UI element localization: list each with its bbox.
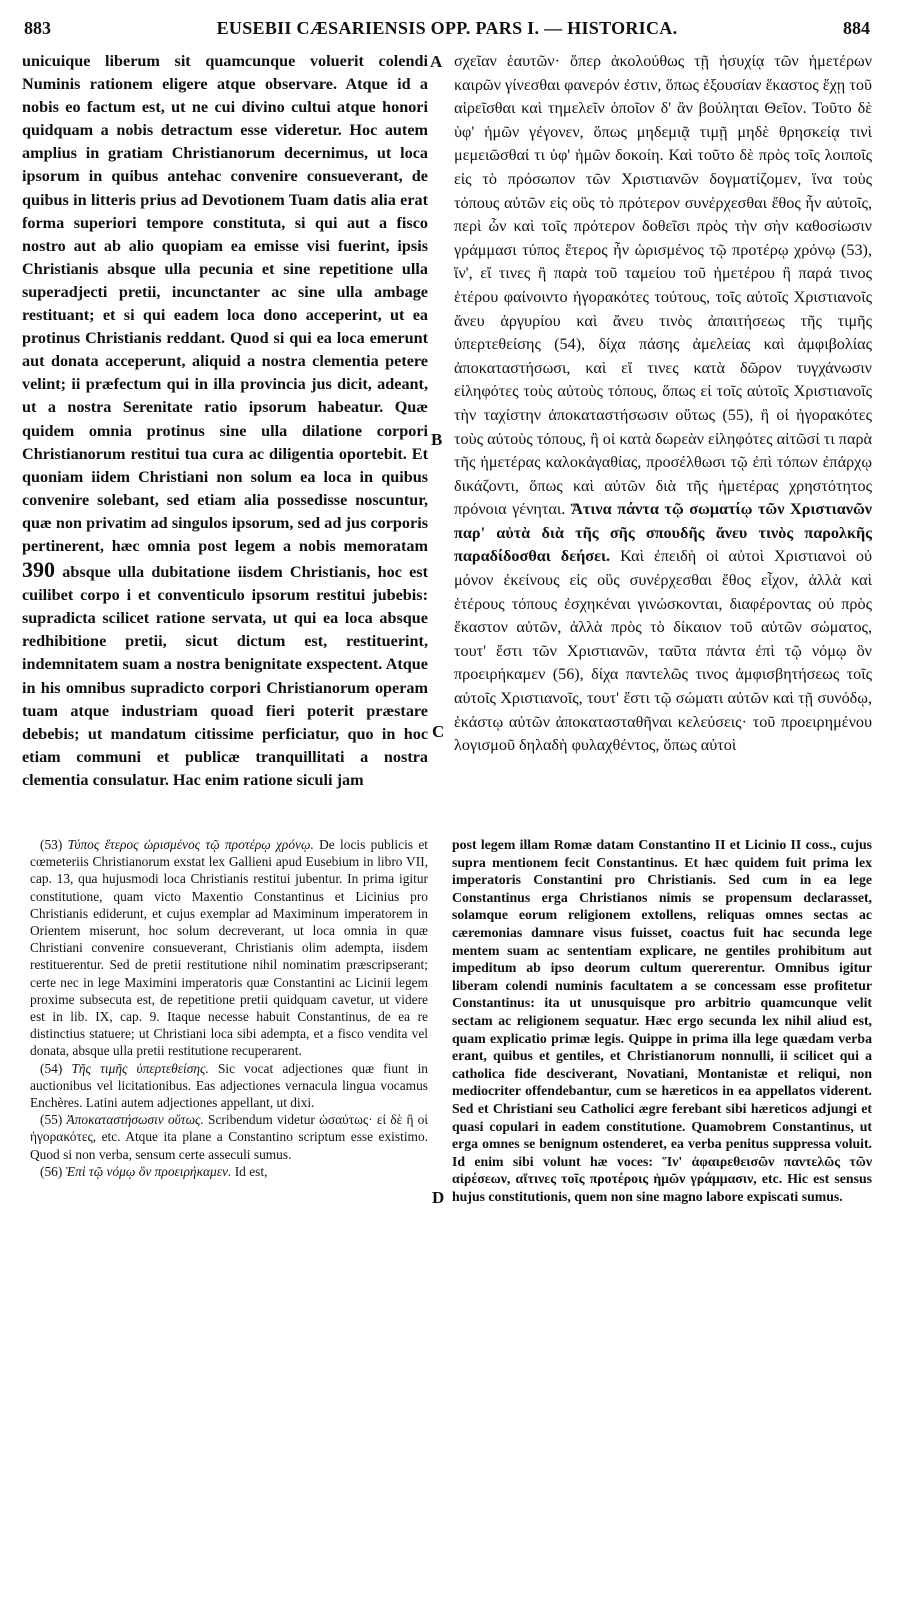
page-number-left: 883 [24,18,51,38]
footnote-number: (54) [40,1060,63,1076]
footnote-54 [30,1060,428,1112]
section-marker-b: B [431,430,443,449]
section-marker-a: A [430,52,443,71]
footnote-text: Sic vocat adjectiones quæ fiunt in auctionibus vel licitationibus. Eas adjectiones vernacula lingua vocamus Enchères. Latini autem adjectiones appellant, ut dixi. [30,1060,428,1111]
footnotes-left-column [30,836,428,1596]
footnote-number: (55) [40,1112,63,1128]
footnote-53 [30,836,428,1060]
footnote-number: (56) [40,1163,63,1179]
footnotes-right-column [452,836,872,1596]
footnote-56-continuation: post legem illam Romæ datam Constantino II et Licinio II coss., cujus supra mentionem fecit Constantinus. Et hæc quidem fuit prima lex imperatoris Constantini pro Christianis. Sed cum in ea lege Constantinus erga Christianos nimis se propensum declarasset, solamque eorum religionem extollens, reliquas omnes sectas ac cæremonias damnare visus fuisset, coactus fuit hac secunda lege mentem suam ac sententiam explicare, ne gentiles prohibitum aut impeditum ab ipso deorum cultum quererentur. Omnibus igitur liberam colendi numinis facultatem a se concessam esse profitetur Constantinus: ita ut unusquisque pro arbitrio quamcunque velit sectam ac religionem sequatur. Hæc ergo secunda lex nihil aliud est, quam explicatio primæ legis. Quippe in prima illa lege quædam verba erant, quibus et gentiles, et Christianorum nonnulli, ii scilicet qui a catholica fide desciverant, Novatiani, Montanistæ et reliqui, non mediocriter offendebantur, cum se hæreticos in ea appellatos viderent. Sed et Christiani seu Catholici ægre ferebant sibi hæreticos adjungi et quasi copulari in eadem constitutione. Quamobrem Constantinus, ut erga omnes se benignum ostenderet, ea verba penitus suppressa voluit. Id enim sibi volunt hæ voces: Ἵν' ἀφαιρεθεισῶν παντελῶς τῶν αἱρέσεων, αἵτινες τοῖς προτέροις ἡμῶν γράμμασιν, etc. Hic est sensus hujus constitutionis, quem non sine magno labore expiscati sumus. [452,837,872,1204]
greek-text-part-2: Ἅτινα πάντα τῷ σωματίῳ τῶν Χριστιανῶν παρ' αὐτὰ διὰ τῆς σῆς σπουδῆς ἄνευ τινὸς παρολκῆς παραδίδοσθαι δεήσει. [454,500,872,566]
running-title: EUSEBII CÆSARIENSIS OPP. PARS I. — HISTORICA. [216,18,678,38]
section-marker-d: D [432,1188,445,1207]
footnote-56 [30,1163,428,1180]
footnote-lemma: Ἀποκαταστήσωσιν οὕτως. [66,1112,204,1128]
footnote-number: (53) [40,837,63,852]
latin-text-part-1: unicuique liberum sit quamcunque voluerit colendi Numinis rationem eligere atque observare. Atque id a nobis eo factum est, ut ne cui divino cultui atque honori quidquam a nobis detractum esse videretur. Hoc autem amplius in gratiam Christianorum decernimus, ut loca ipsorum in quibus antehac convenire consueverant, de quibus in litteris prius ad Devotionem Tuam datis alia erat forma superiori tempore constituta, si qui aut a fisco nostro aut ab alio quopiam ea emisse visi fuerint, ipsis Christianis absque ulla pecunia et sine repetitione ulla superadjecti pretii, incunctanter ac sine ulla ambage restituant; et si qui eadem loca dono acceperint, ut ea protinus Christianis reddant. Quod si qui ea loca emerunt aut donata acceperunt, aliquid a nostra clementia petere velint; ii præfectum qui in illa provincia jus dicit, adeant, ut a nostra Serenitate ratio ipsorum habeatur. Quæ quidem omnia protinus sine ulla dilatione corpori Christianorum restitui tua cura ac diligentia oportebit. Et quoniam iidem Christiani non solum ea loca in quibus convenire solebant, sed etiam alia possedisse noscuntur, quæ non privatim ad singulos ipsorum, sed ad jus corporis pertinerent, hæc omnia post legem a nobis memoratam [22,52,428,555]
footnote-text: Id est, [234,1163,268,1179]
page-header [24,18,870,44]
greek-text-part-3: Καὶ ἐπειδὴ οἱ αὐτοὶ Χριστιανοὶ οὐ μόνον ἐκείνους εἰς οὓς συνέρχεσθαι ἔθος εἶχον, ἀλλὰ καὶ ἑτέρους τόπους ἐσχηκέναι γινώσκονται, διαφέροντας οὐ πρὸς ἕκαστον αὐτῶν, ἀλλὰ πρὸς τὸ δίκαιον τοῦ αὐτῶν σώματος, τουτ' ἔστι τῶν Χριστιανῶν, ταῦτα πάντα ἐπὶ τῷ νόμῳ ὃν προειρήκαμεν (56), δίχα παντελῶς τινος ἀμφισβητήσεως τοῖς αὐτοῖς Χριστιανοῖς, τουτ' ἔστι τῷ σώματι αὐτῶν καὶ τῇ συνόδῳ, ἑκάστῳ αὐτῶν ἀποκατασταθῆναι κελεύσεις· τοῦ προειρημένου λογισμοῦ δηλαδὴ φυλαχθέντος, ὅπως αὐτοὶ [454,547,872,755]
column-number: 390 [22,557,55,583]
latin-text-part-2: absque ulla dubitatione iisdem Christianis, hoc est cuilibet corpo i et conventiculo ipsorum restitui jubebis: supradicta scilicet ratione servata, ut qui ea loca absque redhibitione pretii, sicut dictum est, restituerint, indemnitatem suam a nostra benignitate exspectent. Atque in his omnibus supradicto corpori Christianorum operam tuam atque industriam quoad fieri poterit præstare debebis; ut mandatum citissime perficiatur, quo in hoc etiam communi et publicæ tranquillitati a nostra clementia consulatur. Hac enim ratione siculi jam [22,563,428,789]
footnote-text: Scribendum videtur ὡσαύτως· εἰ δὲ ἢ οἱ ἠγορακότες, etc. Atque ita plane a Constantino scriptum esse existimo. Quod si non verba, sensum certe asseculi sumus. [30,1112,428,1162]
footnote-lemma: Ἐπὶ τῷ νόμῳ ὃν προειρήκαμεν. [65,1163,232,1179]
footnote-55 [30,1111,428,1163]
greek-text-part-1: σχεῖαν ἑαυτῶν· ὅπερ ἀκολούθως τῇ ἡσυχίᾳ τῶν ἡμετέρων καιρῶν γίνεσθαι φανερόν ἐστιν, ὅπως ἐξουσίαν ἕκαστος ἔχῃ τοῦ αἱρεῖσθαι καὶ τημελεῖν ὁποῖον δ' ἂν βούληται Θεῖον. Τοῦτο δὲ ὑφ' ἡμῶν γέγονεν, ὅπως μηδεμιᾷ τιμῇ μηδὲ θρησκείᾳ τινὶ μεμειῶσθαί τι ὑφ' ἡμῶν δοκοίη. Καὶ τοῦτο δὲ πρὸς τοῖς λοιποῖς εἰς τὸ πρόσωπον τῶν Χριστιανῶν δογματίζομεν, ἵνα τοὺς τόπους αὐτῶν εἰς οὓς τὸ πρότερον συνέρχεσθαι ἔθος ἦν αὐτοῖς, περὶ ὧν καὶ τοῖς πρότερον δοθεῖσι πρὸς τὴν σὴν καθοσίωσιν γράμμασι τύπος ἕτερος ἦν ὡρισμένος τῷ προτέρῳ χρόνῳ (53), ἵν', εἴ τινες ἢ παρὰ τοῦ ταμείου τοῦ ἡμετέρου ἢ παρά τινος ἑτέρου φαίνοιντο ἠγορακότες τούτους, τοῖς αὐτοῖς Χριστιανοῖς ἄνευ ἀργυρίου καὶ ἄνευ τινὸς ἀπαιτήσεως τῆς τιμῆς ὑπερτεθείσης (54), δίχα πάσης ἀμελείας καὶ ἀμφιβολίας ἀποκαταστήσωσι, καὶ εἴ τινες κατὰ δῶρον τυγχάνωσιν εἰληφότες τοὺς αὐτοὺς τόπους, ὅπως εἰ τοῖς αὐτοῖς Χριστιανοῖς τὴν ταχίστην ἀποκαταστήσωσιν οὕτως (55), ἢ οἱ ἠγορακότες τοὺς αὐτοὺς τόπους, ἢ οἱ κατὰ δωρεὰν εἰληφότες αἰτῶσί τι παρὰ τῆς ἡμετέρας καλοκἀγαθίας, προσέλθωσι τῷ ἐπὶ τόπων ἐπάρχῳ δικάζοντι, ὅπως καὶ αὐτῶν διὰ τῆς ἡμετέρας χρηστότητος πρόνοια γένηται. [454,52,872,519]
page-number-right: 884 [843,18,870,38]
footnote-text: De locis publicis et cœmeteriis Christianorum exstat lex Gallieni apud Eusebium in libro VII, cap. 13, qua hujusmodi loca Christianis restitui jubentur. In prima igitur constitutione, quam victo Maxentio Constantinus et Licinius pro Christianis ediderunt, et cujus exemplar ad Maximinum imperatorem in Orientem miserunt, hoc solum decreverant, ut loca omnia in quæ Christiani convenire consueverant, Christianis olim adempta, iisdem restituerentur. Sed de pretii restitutione nihil nominatim præscripserant; certe nec in lege Maximini imperatoris quæ Constantini ac Licinii legem proxime subsecuta est, de repetitione pretii quidquam cavetur, ut videre est in lib. IX, cap. 9. Itaque necesse habuit Constantinus, de ea re distinctius statuere; ut Christiani loca sibi adempta, et a fisco vendita vel donata, absque ulla pretii restitutione recuperarent. [30,837,428,1059]
footnote-lemma: Τύπος ἕτερος ὡρισμένος τῷ προτέρῳ χρόνῳ. [67,837,314,852]
section-marker-c: C [432,722,445,741]
greek-main-column [454,50,872,836]
latin-main-column [22,50,428,824]
footnote-lemma: Τῆς τιμῆς ὑπερτεθείσης. [71,1060,209,1076]
